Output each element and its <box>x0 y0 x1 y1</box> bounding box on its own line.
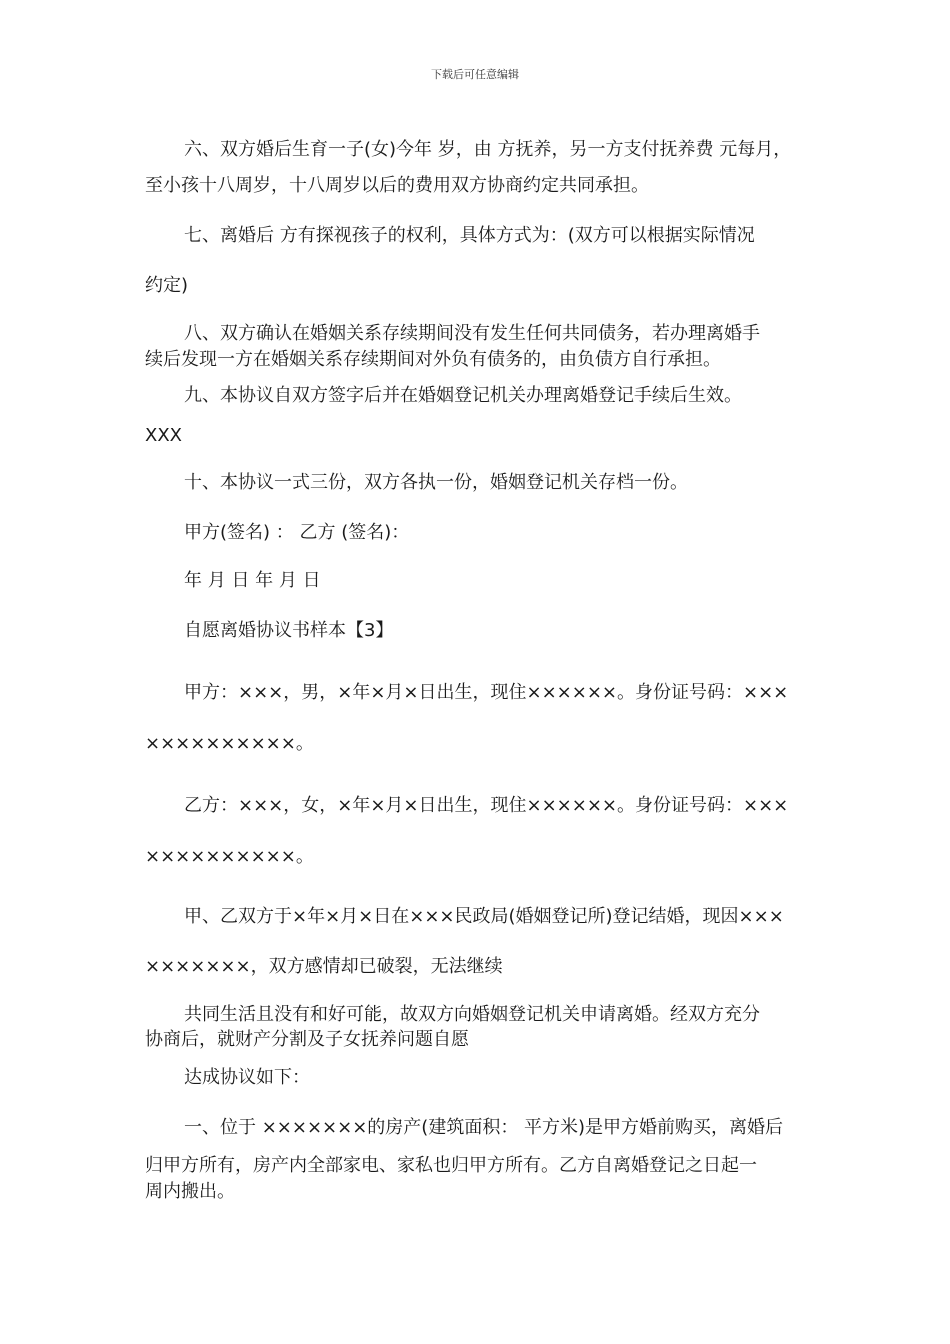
date-line: 年 月 日 年 月 日 <box>184 570 321 591</box>
clause-1-line-3: 周内搬出。 <box>145 1181 235 1202</box>
clause-8-line-2: 续后发现一方在婚姻关系存续期间对外负有债务的，由负债方自行承担。 <box>145 349 721 370</box>
clause-6-line-2: 至小孩十八周岁，十八周岁以后的费用双方协商约定共同承担。 <box>145 175 649 196</box>
page-header: 下载后可任意编辑 <box>431 68 519 81</box>
clause-6-line-1: 六、双方婚后生育一子(女)今年 岁，由 方抚养，另一方支付抚养费 元每月， <box>184 139 792 160</box>
party-b-line-1: 乙方：×××，女，×年×月×日出生，现住××××××。身份证号码：××× <box>184 795 789 816</box>
agreement-intro: 达成协议如下： <box>184 1067 310 1088</box>
clause-9-placeholder: XXX <box>145 425 182 446</box>
signature-line: 甲方(签名) ： 乙方 (签名)： <box>184 522 410 543</box>
party-a-line-2: ××××××××××。 <box>145 733 314 754</box>
clause-8-line-1: 八、双方确认在婚姻关系存续期间没有发生任何共同债务，若办理离婚手 <box>184 323 760 344</box>
clause-7-line-1: 七、离婚后 方有探视孩子的权利，具体方式为：(双方可以根据实际情况 <box>184 225 755 246</box>
clause-10-line: 十、本协议一式三份，双方各执一份，婚姻登记机关存档一份。 <box>184 472 688 493</box>
party-b-line-2: ××××××××××。 <box>145 846 314 867</box>
clause-7-line-2: 约定) <box>145 275 189 296</box>
section-title: 自愿离婚协议书样本【3】 <box>184 620 394 641</box>
marriage-line-2: ×××××××，双方感情却已破裂，无法继续 <box>145 956 503 977</box>
marriage-line-4: 协商后，就财产分割及子女抚养问题自愿 <box>145 1029 469 1050</box>
marriage-line-1: 甲、乙双方于×年×月×日在×××民政局(婚姻登记所)登记结婚，现因××× <box>184 906 784 927</box>
marriage-line-3: 共同生活且没有和好可能，故双方向婚姻登记机关申请离婚。经双方充分 <box>184 1004 760 1025</box>
clause-9-line: 九、本协议自双方签字后并在婚姻登记机关办理离婚登记手续后生效。 <box>184 385 742 406</box>
clause-1-line-2: 归甲方所有，房产内全部家电、家私也归甲方所有。乙方自离婚登记之日起一 <box>145 1155 757 1176</box>
party-a-line-1: 甲方：×××，男，×年×月×日出生，现住××××××。身份证号码：××× <box>184 682 789 703</box>
clause-1-line-1: 一、位于 ×××××××的房产(建筑面积： 平方米)是甲方婚前购买，离婚后 <box>184 1117 784 1138</box>
